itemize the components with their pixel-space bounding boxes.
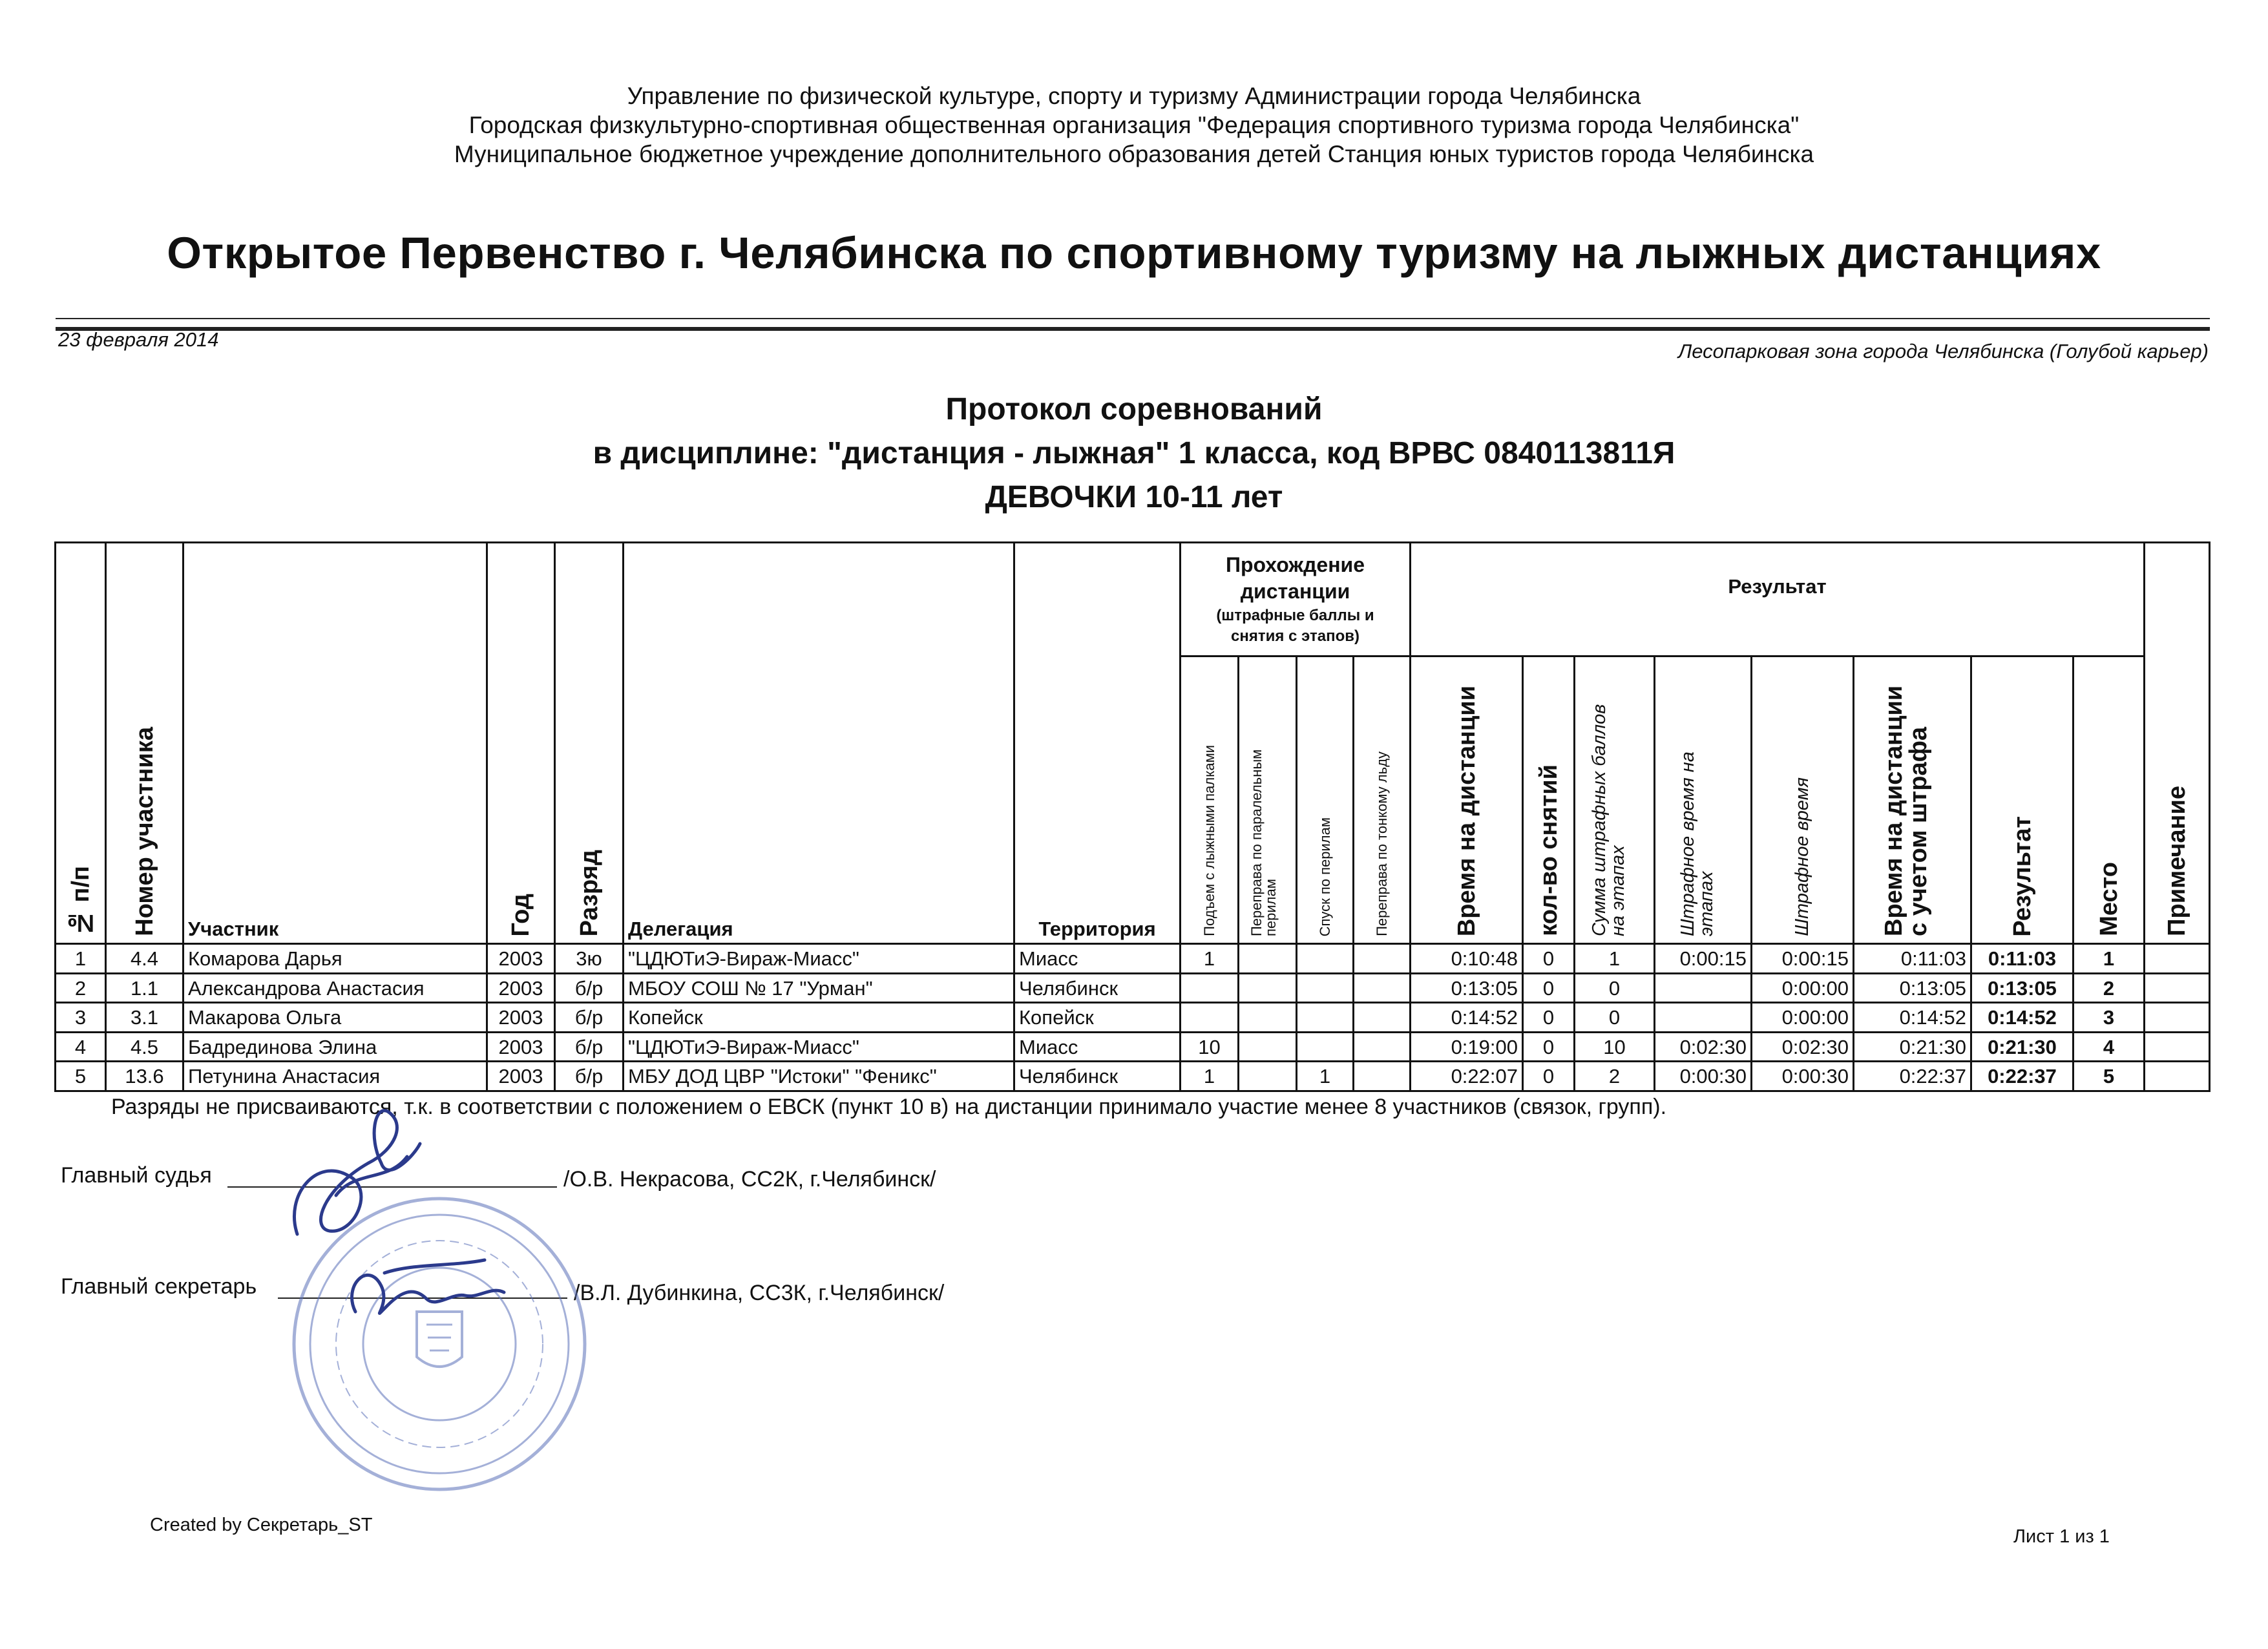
- cell-result: 0:11:03: [1971, 944, 2074, 974]
- cell-removals: 0: [1523, 1032, 1575, 1062]
- cell-penalty-sum: 0: [1575, 973, 1655, 1003]
- cell-place: 5: [2074, 1062, 2145, 1091]
- cell-stage-2: [1239, 1032, 1297, 1062]
- header-stage-2: Переправа по паралельным перилам: [1239, 656, 1297, 944]
- header-penalty-stage-time: Штрафное время на этапах: [1655, 656, 1752, 944]
- cell-bib: 1.1: [106, 973, 184, 1003]
- cell-stage-1: 1: [1181, 944, 1239, 974]
- cell-result: 0:22:37: [1971, 1062, 2074, 1091]
- header-delegation: Делегация: [624, 543, 1014, 944]
- cell-year: 2003: [487, 1062, 555, 1091]
- ranks-note: Разряды не присваиваются, т.к. в соответствии с положением о ЕВСК (пункт 10 в) на дистанции принимало участие менее 8 участников (связок, групп).: [111, 1095, 1667, 1119]
- cell-removals: 0: [1523, 1003, 1575, 1033]
- cell-delegation: Копейск: [624, 1003, 1014, 1033]
- cell-year: 2003: [487, 973, 555, 1003]
- cell-penalty-time: 0:00:15: [1752, 944, 1854, 974]
- cell-removals: 0: [1523, 1062, 1575, 1091]
- header-time: Время на дистанции: [1411, 656, 1523, 944]
- cell-num: 4: [56, 1032, 106, 1062]
- cell-penalty-stage-time: 0:00:30: [1655, 1062, 1752, 1091]
- cell-territory: Копейск: [1014, 1003, 1181, 1033]
- cell-note: [2145, 944, 2210, 974]
- created-by: Created by Секретарь_ST: [150, 1515, 373, 1535]
- cell-result: 0:14:52: [1971, 1003, 2074, 1033]
- cell-stage-2: [1239, 1062, 1297, 1091]
- table-row: [56, 1062, 2210, 1091]
- table-row: [56, 973, 2210, 1003]
- cell-delegation: МБУ ДОД ЦВР "Истоки" "Феникс": [624, 1062, 1014, 1091]
- cell-place: 3: [2074, 1003, 2145, 1033]
- cell-stage-2: [1239, 944, 1297, 974]
- header-note: Примечание: [2145, 543, 2210, 944]
- cell-place: 2: [2074, 973, 2145, 1003]
- cell-time-with-penalty: 0:13:05: [1854, 973, 1971, 1003]
- results-table: [54, 541, 2210, 1092]
- cell-stage-4: [1354, 1003, 1411, 1033]
- org-line-1: Управление по физической культуре, спорту и туризму Администрации города Челябинска: [627, 83, 1641, 109]
- cell-penalty-time: 0:00:00: [1752, 1003, 1854, 1033]
- protocol-title: Протокол соревнований: [945, 392, 1323, 426]
- cell-penalty-sum: 2: [1575, 1062, 1655, 1091]
- cell-name: Комарова Дарья: [184, 944, 487, 974]
- cell-territory: Челябинск: [1014, 973, 1181, 1003]
- header-num: № п/п: [56, 543, 106, 944]
- cell-note: [2145, 973, 2210, 1003]
- cell-num: 5: [56, 1062, 106, 1091]
- cell-num: 1: [56, 944, 106, 974]
- title-rule-thick: [56, 327, 2210, 331]
- org-line-3: Муниципальное бюджетное учреждение дополнительного образования детей Станция юных туристов города Челябинска: [454, 141, 1814, 167]
- cell-delegation: "ЦДЮТиЭ-Вираж-Миасс": [624, 1032, 1014, 1062]
- cell-time-with-penalty: 0:11:03: [1854, 944, 1971, 974]
- header-stage-1: Подъем с лыжными палками: [1181, 656, 1239, 944]
- cell-penalty-sum: 10: [1575, 1032, 1655, 1062]
- header-rank: Разряд: [555, 543, 624, 944]
- cell-bib: 4.5: [106, 1032, 184, 1062]
- cell-rank: б/р: [555, 1032, 624, 1062]
- cell-penalty-stage-time: 0:00:15: [1655, 944, 1752, 974]
- header-year: Год: [487, 543, 555, 944]
- cell-time: 0:14:52: [1411, 1003, 1523, 1033]
- official-stamp-icon: [258, 1098, 620, 1499]
- cell-year: 2003: [487, 944, 555, 974]
- cell-stage-4: [1354, 944, 1411, 974]
- cell-removals: 0: [1523, 973, 1575, 1003]
- header-penalty-sum: Сумма штрафных баллов на этапах: [1575, 656, 1655, 944]
- competition-date: 23 февраля 2014: [58, 328, 219, 351]
- header-bib: Номер участника: [106, 543, 184, 944]
- cell-time-with-penalty: 0:14:52: [1854, 1003, 1971, 1033]
- cell-time: 0:13:05: [1411, 973, 1523, 1003]
- cell-time-with-penalty: 0:21:30: [1854, 1032, 1971, 1062]
- cell-name: Бадрединова Элина: [184, 1032, 487, 1062]
- judge-name: /О.В. Некрасова, СС2К, г.Челябинск/: [563, 1167, 936, 1192]
- cell-bib: 3.1: [106, 1003, 184, 1033]
- cell-stage-1: 1: [1181, 1062, 1239, 1091]
- cell-stage-3: [1297, 973, 1354, 1003]
- cell-name: Петунина Анастасия: [184, 1062, 487, 1091]
- cell-year: 2003: [487, 1032, 555, 1062]
- table-row: [56, 1032, 2210, 1062]
- header-passage: [1181, 543, 1411, 656]
- cell-rank: б/р: [555, 1003, 624, 1033]
- header-penalty-time: Штрафное время: [1752, 656, 1854, 944]
- cell-year: 2003: [487, 1003, 555, 1033]
- cell-place: 4: [2074, 1032, 2145, 1062]
- cell-place: 1: [2074, 944, 2145, 974]
- cell-num: 3: [56, 1003, 106, 1033]
- header-result-group: Результат: [1411, 543, 2145, 656]
- cell-bib: 4.4: [106, 944, 184, 974]
- cell-result: 0:21:30: [1971, 1032, 2074, 1062]
- table-header-row-1: [56, 543, 2210, 656]
- header-stage-3: Спуск по перилам: [1297, 656, 1354, 944]
- table-row: [56, 944, 2210, 974]
- cell-territory: Миасс: [1014, 944, 1181, 974]
- cell-penalty-sum: 0: [1575, 1003, 1655, 1033]
- cell-note: [2145, 1062, 2210, 1091]
- cell-stage-4: [1354, 1032, 1411, 1062]
- cell-time: 0:19:00: [1411, 1032, 1523, 1062]
- cell-stage-1: [1181, 1003, 1239, 1033]
- secretary-label: Главный секретарь: [61, 1274, 257, 1299]
- cell-penalty-time: 0:00:30: [1752, 1062, 1854, 1091]
- cell-rank: б/р: [555, 973, 624, 1003]
- cell-penalty-sum: 1: [1575, 944, 1655, 974]
- cell-penalty-time: 0:00:00: [1752, 973, 1854, 1003]
- cell-penalty-stage-time: [1655, 1003, 1752, 1033]
- title-rule-thin: [56, 318, 2210, 319]
- cell-time: 0:10:48: [1411, 944, 1523, 974]
- cell-rank: 3ю: [555, 944, 624, 974]
- cell-stage-1: 10: [1181, 1032, 1239, 1062]
- cell-penalty-stage-time: [1655, 973, 1752, 1003]
- cell-delegation: МБОУ СОШ № 17 "Урман": [624, 973, 1014, 1003]
- cell-bib: 13.6: [106, 1062, 184, 1091]
- header-place: Место: [2074, 656, 2145, 944]
- cell-stage-3: 1: [1297, 1062, 1354, 1091]
- header-result: Результат: [1971, 656, 2074, 944]
- header-stage-4: Переправа по тонкому льду: [1354, 656, 1411, 944]
- judge-label: Главный судья: [61, 1163, 212, 1188]
- cell-stage-3: [1297, 944, 1354, 974]
- cell-time: 0:22:07: [1411, 1062, 1523, 1091]
- cell-result: 0:13:05: [1971, 973, 2074, 1003]
- header-time-with-penalty: Время на дистанции с учетом штрафа: [1854, 656, 1971, 944]
- cell-territory: Миасс: [1014, 1032, 1181, 1062]
- cell-stage-2: [1239, 973, 1297, 1003]
- cell-delegation: "ЦДЮТиЭ-Вираж-Миасс": [624, 944, 1014, 974]
- header-removals: кол-во снятий: [1523, 656, 1575, 944]
- cell-stage-1: [1181, 973, 1239, 1003]
- cell-stage-2: [1239, 1003, 1297, 1033]
- secretary-name: /В.Л. Дубинкина, СС3К, г.Челябинск/: [574, 1281, 945, 1305]
- page-number: Лист 1 из 1: [2013, 1526, 2110, 1547]
- cell-name: Макарова Ольга: [184, 1003, 487, 1033]
- cell-num: 2: [56, 973, 106, 1003]
- org-line-2: Городская физкультурно-спортивная общественная организация "Федерация спортивного туризма города Челябинска": [468, 112, 1800, 138]
- header-passage-note: (штрафные баллы и снятия с этапов): [1216, 606, 1374, 646]
- cell-territory: Челябинск: [1014, 1062, 1181, 1091]
- header-passage-title: Прохождение дистанции: [1225, 552, 1365, 604]
- protocol-discipline: в дисциплине: "дистанция - лыжная" 1 класса, код ВРВС 0840113811Я: [593, 436, 1675, 470]
- cell-rank: б/р: [555, 1062, 624, 1091]
- competition-location: Лесопарковая зона города Челябинска (Голубой карьер): [1677, 340, 2209, 362]
- cell-penalty-stage-time: 0:02:30: [1655, 1032, 1752, 1062]
- protocol-group: ДЕВОЧКИ 10-11 лет: [985, 480, 1283, 514]
- table-row: [56, 1003, 2210, 1033]
- header-territory: Территория: [1014, 543, 1181, 944]
- cell-stage-3: [1297, 1003, 1354, 1033]
- cell-note: [2145, 1003, 2210, 1033]
- header-name: Участник: [184, 543, 487, 944]
- cell-penalty-time: 0:02:30: [1752, 1032, 1854, 1062]
- competition-title: Открытое Первенство г. Челябинска по спортивному туризму на лыжных дистанциях: [167, 228, 2101, 278]
- cell-removals: 0: [1523, 944, 1575, 974]
- cell-note: [2145, 1032, 2210, 1062]
- cell-stage-4: [1354, 973, 1411, 1003]
- cell-stage-3: [1297, 1032, 1354, 1062]
- cell-time-with-penalty: 0:22:37: [1854, 1062, 1971, 1091]
- cell-stage-4: [1354, 1062, 1411, 1091]
- cell-name: Александрова Анастасия: [184, 973, 487, 1003]
